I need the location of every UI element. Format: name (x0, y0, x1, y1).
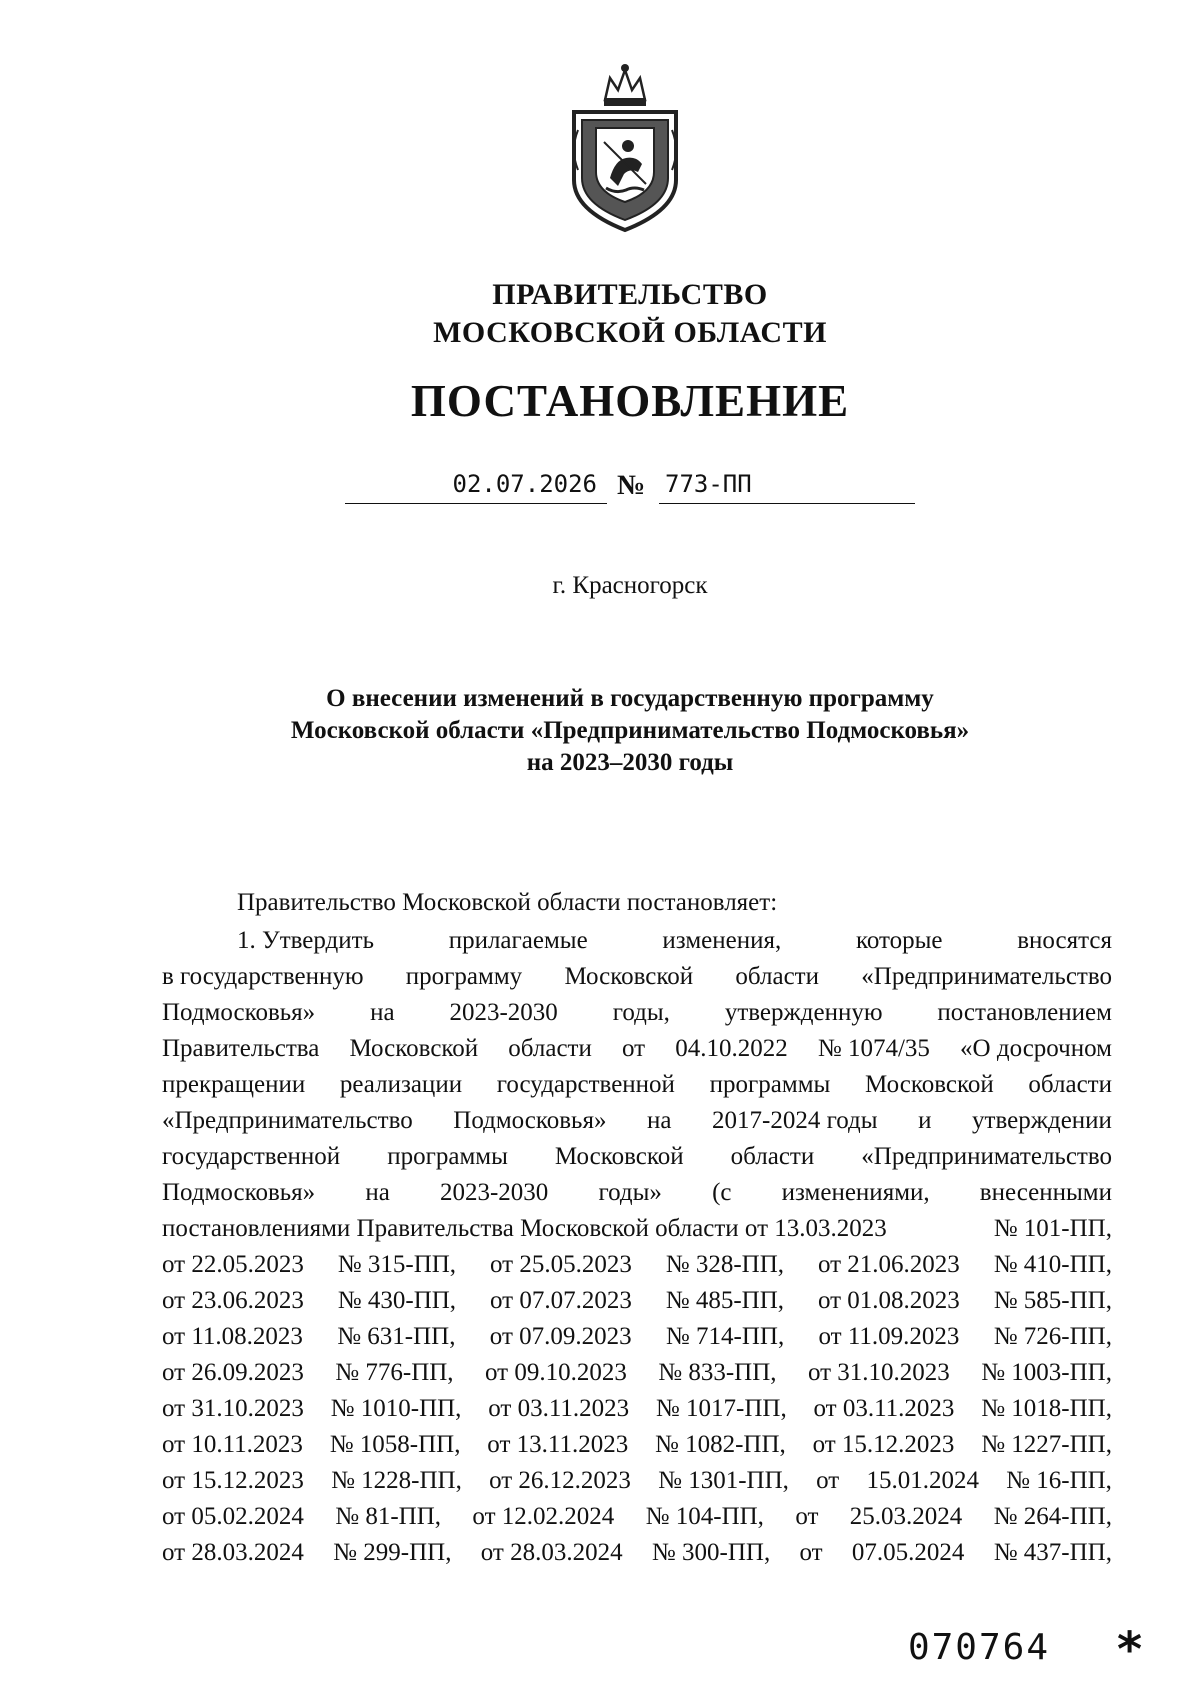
body-word: утверждении (972, 1107, 1112, 1134)
body-word: прекращении (162, 1071, 306, 1098)
body-word: от 01.08.2023 (817, 1287, 960, 1314)
body-word: (с (712, 1179, 732, 1206)
body-word: Московской (564, 963, 694, 990)
body-line (162, 1463, 1112, 1499)
body-word: № 81-ПП, (335, 1503, 442, 1530)
body-word: 15.01.2024 (866, 1467, 979, 1494)
body-line (162, 1031, 1112, 1067)
body-line (162, 1175, 1112, 1211)
body-word: Подмосковья» (162, 999, 316, 1026)
body-word: на (365, 1179, 390, 1206)
body-word: от 26.12.2023 (489, 1467, 631, 1494)
body-line (162, 1283, 1112, 1319)
body-word: и (918, 1107, 932, 1134)
body-word: в государственную (162, 963, 364, 990)
body-word: Московской (554, 1143, 684, 1170)
number-sign: № (617, 470, 646, 501)
body-word: изменения, (662, 927, 782, 954)
body-word: № 300-ПП, (651, 1539, 771, 1566)
body-word: 2017-2024 годы (712, 1107, 878, 1134)
body-word: № 315-ПП, (337, 1251, 457, 1278)
body-word: области (730, 1143, 815, 1170)
body-word: программу (405, 963, 523, 990)
body-word: от 11.08.2023 (162, 1323, 303, 1350)
government-name-line1: ПРАВИТЕЛЬСТВО (492, 278, 768, 311)
document-type-title: ПОСТАНОВЛЕНИЕ (410, 376, 850, 426)
body-word: 25.03.2024 (849, 1503, 963, 1530)
body-word: № 410-ПП, (993, 1251, 1112, 1278)
body-word: программы (709, 1071, 831, 1098)
body-line (162, 1319, 1112, 1355)
body-word: утвержденную (724, 999, 883, 1026)
body-word: от 31.10.2023 (807, 1359, 950, 1386)
body-line (162, 1355, 1112, 1391)
body-word: от 15.12.2023 (812, 1431, 955, 1458)
body-word: «Предпринимательство (861, 1143, 1112, 1170)
asterisk-mark: * (1117, 1622, 1143, 1678)
body-word: изменениями, (781, 1179, 930, 1206)
body-word: от 11.09.2023 (818, 1323, 960, 1350)
body-word: № 1301-ПП, (658, 1467, 789, 1494)
body-word: № 833-ПП, (658, 1359, 777, 1386)
body-word: № 1058-ПП, (329, 1431, 461, 1458)
body-word: годы, (612, 999, 670, 1026)
body-word: области (1028, 1071, 1112, 1098)
body-word: № 1227-ПП, (981, 1431, 1112, 1458)
body-word: от 28.03.2024 (162, 1539, 304, 1566)
body-line (162, 1391, 1112, 1427)
body-word: на (370, 999, 395, 1026)
body-word: от 03.11.2023 (813, 1395, 955, 1422)
body-word: «О досрочном (960, 1035, 1112, 1062)
number-underline (659, 503, 915, 504)
body-word: вносятся (1017, 927, 1112, 954)
body-word: № 1018-ПП, (981, 1395, 1112, 1422)
body-word: 1. Утвердить (237, 927, 374, 954)
date-underline (345, 503, 607, 504)
body-word: внесенными (979, 1179, 1112, 1206)
body-word: № 104-ПП, (645, 1503, 764, 1530)
body-word: от 13.11.2023 (487, 1431, 629, 1458)
registration-line (345, 470, 915, 510)
body-word: 2023-2030 (439, 1179, 549, 1206)
body-word: от 07.07.2023 (489, 1287, 632, 1314)
body-word: от 31.10.2023 (162, 1395, 304, 1422)
body-word: 04.10.2022 (675, 1035, 788, 1062)
government-name-line2: МОСКОВСКОЙ ОБЛАСТИ (433, 316, 827, 349)
body-word: постановлением (937, 999, 1112, 1026)
body-word: прилагаемые (448, 927, 588, 954)
body-word: № 264-ПП, (993, 1503, 1112, 1530)
body-word: «Предпринимательство (162, 1107, 413, 1134)
body-word: № 1010-ПП, (330, 1395, 462, 1422)
body-word: от (816, 1467, 840, 1494)
subject-line3: на 2023–2030 годы (526, 749, 734, 776)
body-word: от 25.05.2023 (489, 1251, 632, 1278)
body-paragraph-1 (162, 923, 1112, 1571)
body-word: постановлениями Правительства Московской области от 13.03.2023 (162, 1215, 887, 1242)
body-line (162, 1103, 1112, 1139)
body-word: № 1074/35 (817, 1035, 930, 1062)
body-word: Московской (865, 1071, 994, 1098)
body-word: Подмосковья» (453, 1107, 607, 1134)
body-word: от 15.12.2023 (162, 1467, 304, 1494)
body-word: 07.05.2024 (851, 1539, 965, 1566)
body-line (162, 1067, 1112, 1103)
body-line (162, 923, 1112, 959)
serial-number: 070764 (907, 1627, 1050, 1668)
body-word: № 101-ПП, (993, 1215, 1112, 1242)
body-word: от 22.05.2023 (162, 1251, 304, 1278)
coat-of-arms-icon (560, 60, 690, 235)
body-word: которые (855, 927, 943, 954)
body-word: от 28.03.2024 (480, 1539, 623, 1566)
body-word: области (508, 1035, 592, 1062)
body-word: области (735, 963, 819, 990)
body-word: Подмосковья» (162, 1179, 316, 1206)
body-line (162, 959, 1112, 995)
body-word: государственной (496, 1071, 675, 1098)
body-word: № 631-ПП, (337, 1323, 456, 1350)
body-word: № 1082-ПП, (654, 1431, 786, 1458)
body-word: на (647, 1107, 672, 1134)
body-word: № 16-ПП, (1006, 1467, 1112, 1494)
body-line (162, 995, 1112, 1031)
body-preamble: Правительство Московской области постановляет: (237, 889, 778, 916)
body-line (162, 1427, 1112, 1463)
body-line (162, 1499, 1112, 1535)
registration-number: 773-ПП (665, 470, 752, 498)
body-word: от 09.10.2023 (484, 1359, 627, 1386)
body-line (162, 1247, 1112, 1283)
body-word: № 437-ПП, (993, 1539, 1112, 1566)
body-word: 2023-2030 (449, 999, 558, 1026)
body-word: № 430-ПП, (337, 1287, 457, 1314)
subject-line2: Московской области «Предпринимательство Подмосковья» (290, 717, 970, 744)
document-body (162, 887, 1112, 1571)
registration-date: 02.07.2026 (452, 470, 597, 498)
body-word: № 726-ПП, (993, 1323, 1112, 1350)
subject-line1: О внесении изменений в государственную программу (326, 685, 934, 712)
body-word: от (799, 1539, 823, 1566)
body-word: от 23.06.2023 (162, 1287, 304, 1314)
body-line (162, 1211, 1112, 1247)
body-word: № 299-ПП, (333, 1539, 452, 1566)
body-word: № 1003-ПП, (981, 1359, 1112, 1386)
body-word: от (795, 1503, 819, 1530)
body-word: от 05.02.2024 (162, 1503, 304, 1530)
body-word: от 12.02.2024 (472, 1503, 615, 1530)
body-word: реализации (339, 1071, 463, 1098)
body-word: № 1017-ПП, (655, 1395, 787, 1422)
body-line (162, 1535, 1112, 1571)
body-word: № 328-ПП, (665, 1251, 785, 1278)
body-word: Московской (349, 1035, 479, 1062)
body-word: № 485-ПП, (665, 1287, 785, 1314)
body-word: № 714-ПП, (665, 1323, 785, 1350)
body-word: от 21.06.2023 (817, 1251, 960, 1278)
body-word: государственной (162, 1143, 341, 1170)
body-word: «Предпринимательство (861, 963, 1112, 990)
body-word: программы (387, 1143, 508, 1170)
body-line (162, 1139, 1112, 1175)
body-word: № 1228-ПП, (331, 1467, 462, 1494)
body-word: № 585-ПП, (993, 1287, 1112, 1314)
body-word: от 10.11.2023 (162, 1431, 303, 1458)
body-word: от 03.11.2023 (488, 1395, 630, 1422)
body-word: от 07.09.2023 (489, 1323, 632, 1350)
city-name: г. Красногорск (552, 572, 708, 599)
body-word: от (622, 1035, 646, 1062)
document-subject (0, 683, 1200, 779)
body-word: от 26.09.2023 (162, 1359, 304, 1386)
body-word: годы» (598, 1179, 662, 1206)
body-word: № 776-ПП, (335, 1359, 454, 1386)
body-word: Правительства (162, 1035, 320, 1062)
